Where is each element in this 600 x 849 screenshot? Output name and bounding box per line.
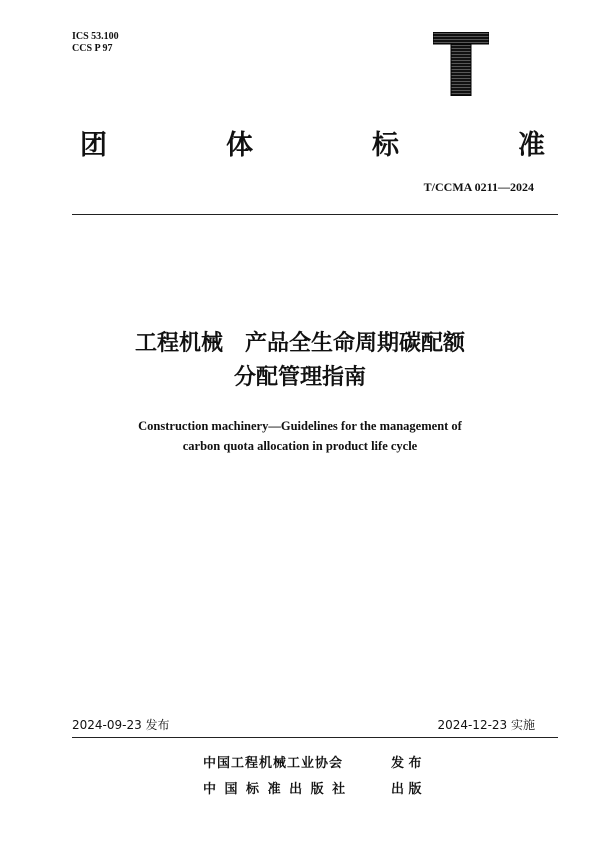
heading-char-1: 团 (80, 130, 108, 161)
ics-code: ICS 53.100 (72, 31, 119, 42)
group-standard-t-logo (433, 32, 489, 96)
bottom-divider (72, 737, 558, 738)
top-divider (72, 214, 558, 215)
title-cn-line2: 分配管理指南 (233, 365, 366, 390)
publishing-house: 中 国 标 准 出 版 社 (203, 782, 348, 797)
implementation-date: 2024-12-23 实施 (437, 718, 535, 732)
ccs-code: CCS P 97 (72, 43, 113, 54)
heading-char-2: 体 (226, 130, 254, 161)
heading-char-3: 标 (372, 130, 400, 161)
publisher-action: 发 布 (391, 756, 422, 771)
standard-number: T/CCMA 0211—2024 (423, 180, 534, 194)
publisher-org: 中国工程机械工业协会 (203, 756, 344, 771)
issue-date: 2024-09-23 发布 (72, 718, 170, 732)
classification-codes (72, 31, 119, 55)
title-cn-line1: 工程机械 产品全生命周期碳配额 (134, 331, 465, 356)
title-en-line1: Construction machinery—Guidelines for the management of (138, 419, 462, 433)
publishing-action: 出 版 (391, 782, 422, 797)
heading-char-4: 准 (518, 130, 546, 161)
title-en-line2: carbon quota allocation in product life cycle (182, 439, 418, 453)
